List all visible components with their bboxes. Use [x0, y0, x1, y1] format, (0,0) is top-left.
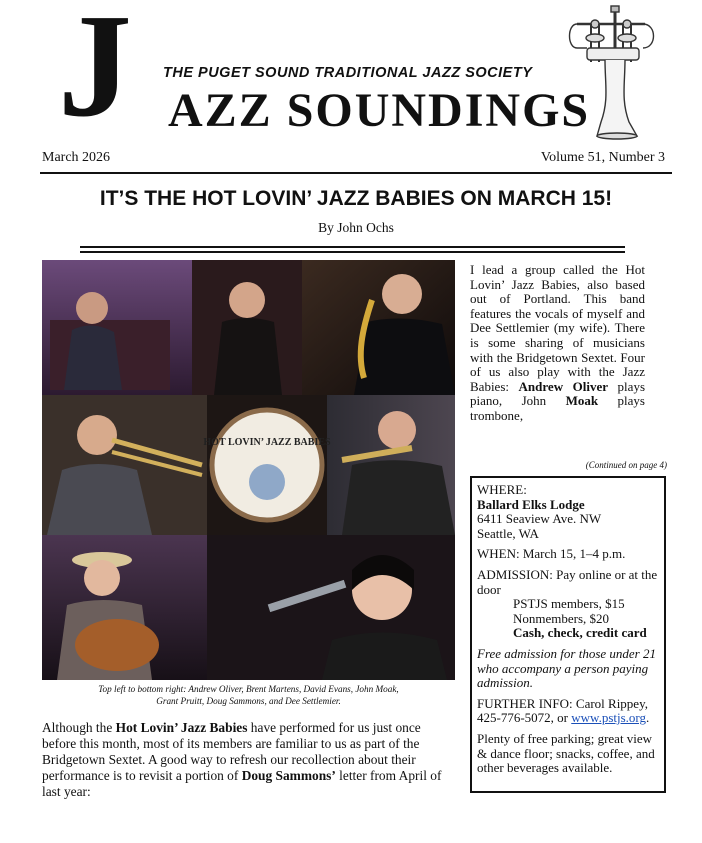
divider-rule	[80, 246, 625, 248]
venue-city: Seattle, WA	[477, 525, 539, 541]
article-text: Although the	[42, 720, 116, 735]
continued-note: (Continued on page 4)	[585, 460, 667, 470]
free-admission-note: Free admission for those under 21 who accompany a person paying admission.	[477, 645, 656, 691]
name-moak: Moak	[565, 393, 599, 409]
article-text: plays piano, John	[470, 378, 645, 409]
venue-name: Ballard Elks Lodge	[477, 496, 585, 512]
divider-rule	[80, 251, 625, 253]
band-name: Hot Lovin’ Jazz Babies	[115, 720, 248, 735]
further-info	[477, 697, 659, 726]
caption-line: Grant Pruitt, Doug Sammons, and Dee Settlemier.	[156, 696, 341, 706]
band-photo-collage	[42, 260, 455, 680]
photo-caption	[42, 683, 455, 707]
website-link[interactable]: www.pstjs.org	[571, 710, 647, 726]
issue-volume: Volume 51, Number 3	[540, 150, 665, 165]
where-label: WHERE:	[477, 482, 527, 497]
name-andrew-oliver: Andrew Oliver	[518, 378, 609, 394]
drum-label: HOT LOVIN’ JAZZ BABIES	[203, 437, 331, 448]
admission-info: ADMISSION: Pay online or at the door	[477, 566, 658, 597]
collage-image	[42, 260, 455, 680]
trumpet-icon	[565, 4, 669, 140]
masthead-rule	[40, 172, 672, 174]
payment-methods: Cash, check, credit card	[513, 625, 647, 641]
article-text: have performed for us just once before this month, most of its members are familiar to us as part of the Bridgetown Sextet. A good way to refresh our recollection about their performance is to revisit a portion of	[42, 720, 421, 783]
article-headline: IT’S THE HOT LOVIN’ JAZZ BABIES ON MARCH 15!	[99, 187, 613, 210]
article-text: I lead a group called the Hot Lovin’ Jazz Babies, also based out of Portland. This band features the vocals of myself and Dee Settlemier (my wife). There is some sharing of musicians with the Bridgetown Sextet. Four of us also play with the Jazz Babies:	[470, 262, 645, 394]
event-when: WHEN: March 15, 1–4 p.m.	[477, 546, 626, 562]
price-nonmembers: Nonmembers, $20	[513, 610, 610, 626]
masthead-title: AZZ SOUNDINGS	[168, 84, 591, 137]
article-text: letter from April of last year:	[42, 768, 442, 799]
article-body	[42, 720, 455, 800]
event-info-box	[470, 476, 666, 793]
society-name: THE PUGET SOUND TRADITIONAL JAZZ SOCIETY	[163, 65, 533, 81]
venue-address: 6411 Seaview Ave. NW	[477, 511, 602, 527]
caption-line: Top left to bottom right: Andrew Oliver, Brent Martens, David Evans, John Moak,	[98, 684, 399, 694]
further-info-text: .	[646, 710, 650, 726]
issue-date: March 2026	[42, 150, 111, 165]
article-right-column	[470, 263, 645, 424]
price-members: PSTJS members, $15	[513, 596, 625, 612]
masthead-big-j: J	[58, 0, 130, 148]
parking-info: Plenty of free parking; great view & dance floor; snacks, coffee, and other beverages available.	[477, 730, 655, 776]
further-info-text: FURTHER INFO: Carol Rippey, 425-776-5072, or	[477, 695, 648, 726]
name-doug-sammons: Doug Sammons’	[241, 768, 336, 783]
article-byline: By John Ochs	[318, 220, 394, 235]
article-text: plays trombone,	[470, 393, 645, 423]
